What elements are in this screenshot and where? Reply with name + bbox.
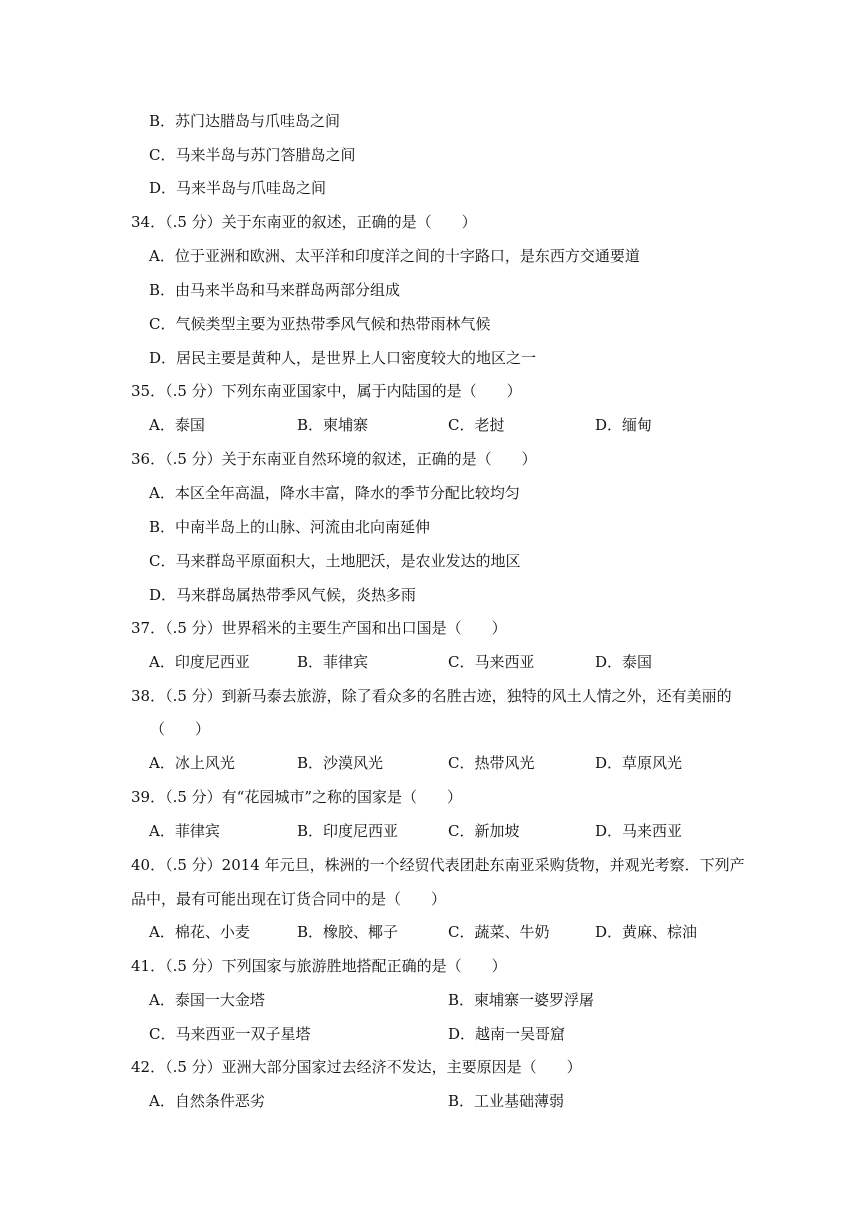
q40-stem-line1: 40．（.5 分）2014 年元旦，株洲的一个经贸代表团赴东南亚采购货物，并观光考察．下列产 — [131, 856, 745, 874]
q37-option-c: C．马来西亚 — [448, 653, 535, 671]
q37-stem: 37．（.5 分）世界稻米的主要生产国和出口国是（ ） — [131, 619, 507, 637]
q36-option-c: C．马来群岛平原面积大，土地肥沃，是农业发达的地区 — [149, 552, 521, 570]
q38-option-c: C．热带风光 — [448, 754, 535, 772]
q40-option-b: B．橡胶、椰子 — [297, 923, 399, 941]
q41-option-c: C．马来西亚一双子星塔 — [149, 1025, 311, 1043]
q35-option-b: B．柬埔寨 — [297, 416, 369, 434]
q41-option-b: B．柬埔寨一婆罗浮屠 — [448, 991, 595, 1009]
q39-option-a: A．菲律宾 — [149, 822, 220, 840]
q38-option-d: D．草原风光 — [595, 754, 683, 772]
q35-option-a: A．泰国 — [149, 416, 205, 434]
q34-option-b: B．由马来半岛和马来群岛两部分组成 — [149, 281, 401, 299]
q40-option-a: A．棉花、小麦 — [149, 923, 250, 941]
q36-stem: 36．（.5 分）关于东南亚自然环境的叙述，正确的是（ ） — [131, 450, 537, 468]
q34-option-a: A．位于亚洲和欧洲、太平洋和印度洋之间的十字路口，是东西方交通要道 — [149, 247, 640, 265]
q39-stem: 39．（.5 分）有“花园城市”之称的国家是（ ） — [131, 788, 463, 806]
q34-option-c: C．气候类型主要为亚热带季风气候和热带雨林气候 — [149, 315, 491, 333]
q41-stem: 41．（.5 分）下列国家与旅游胜地搭配正确的是（ ） — [131, 957, 507, 975]
q38-stem-line1: 38．（.5 分）到新马泰去旅游，除了看众多的名胜古迹，独特的风土人情之外，还有美丽的 — [131, 687, 732, 705]
q38-option-b: B．沙漠风光 — [297, 754, 384, 772]
q35-option-c: C．老挝 — [448, 416, 505, 434]
q38-stem-line2: （ ） — [150, 720, 211, 738]
q34-option-d: D．居民主要是黄种人，是世界上人口密度较大的地区之一 — [149, 349, 537, 367]
q39-option-c: C．新加坡 — [448, 822, 520, 840]
q39-option-d: D．马来西亚 — [595, 822, 683, 840]
q40-option-c: C．蔬菜、牛奶 — [448, 923, 550, 941]
q33-option-c: C．马来半岛与苏门答腊岛之间 — [149, 146, 356, 164]
q37-option-b: B．菲律宾 — [297, 653, 369, 671]
q42-option-b: B．工业基础薄弱 — [448, 1092, 565, 1110]
q35-stem: 35．（.5 分）下列东南亚国家中，属于内陆国的是（ ） — [131, 382, 522, 400]
q36-option-a: A．本区全年高温，降水丰富，降水的季节分配比较均匀 — [149, 484, 520, 502]
q36-option-b: B．中南半岛上的山脉、河流由北向南延伸 — [149, 518, 431, 536]
q35-option-d: D．缅甸 — [595, 416, 653, 434]
q37-option-a: A．印度尼西亚 — [149, 653, 250, 671]
q36-option-d: D．马来群岛属热带季风气候，炎热多雨 — [149, 586, 417, 604]
q34-stem: 34．（.5 分）关于东南亚的叙述，正确的是（ ） — [131, 213, 477, 231]
q40-option-d: D．黄麻、棕油 — [595, 923, 698, 941]
q39-option-b: B．印度尼西亚 — [297, 822, 399, 840]
q42-stem: 42．（.5 分）亚洲大部分国家过去经济不发达，主要原因是（ ） — [131, 1058, 582, 1076]
q33-option-b: B．苏门达腊岛与爪哇岛之间 — [149, 112, 341, 130]
q38-option-a: A．冰上风光 — [149, 754, 235, 772]
q41-option-d: D．越南一吴哥窟 — [448, 1025, 566, 1043]
q33-option-d: D．马来半岛与爪哇岛之间 — [149, 179, 327, 197]
q40-stem-line2: 品中，最有可能出现在订货合同中的是（ ） — [131, 890, 447, 908]
q37-option-d: D．泰国 — [595, 653, 653, 671]
q42-option-a: A．自然条件恶劣 — [149, 1092, 265, 1110]
q41-option-a: A．泰国一大金塔 — [149, 991, 265, 1009]
